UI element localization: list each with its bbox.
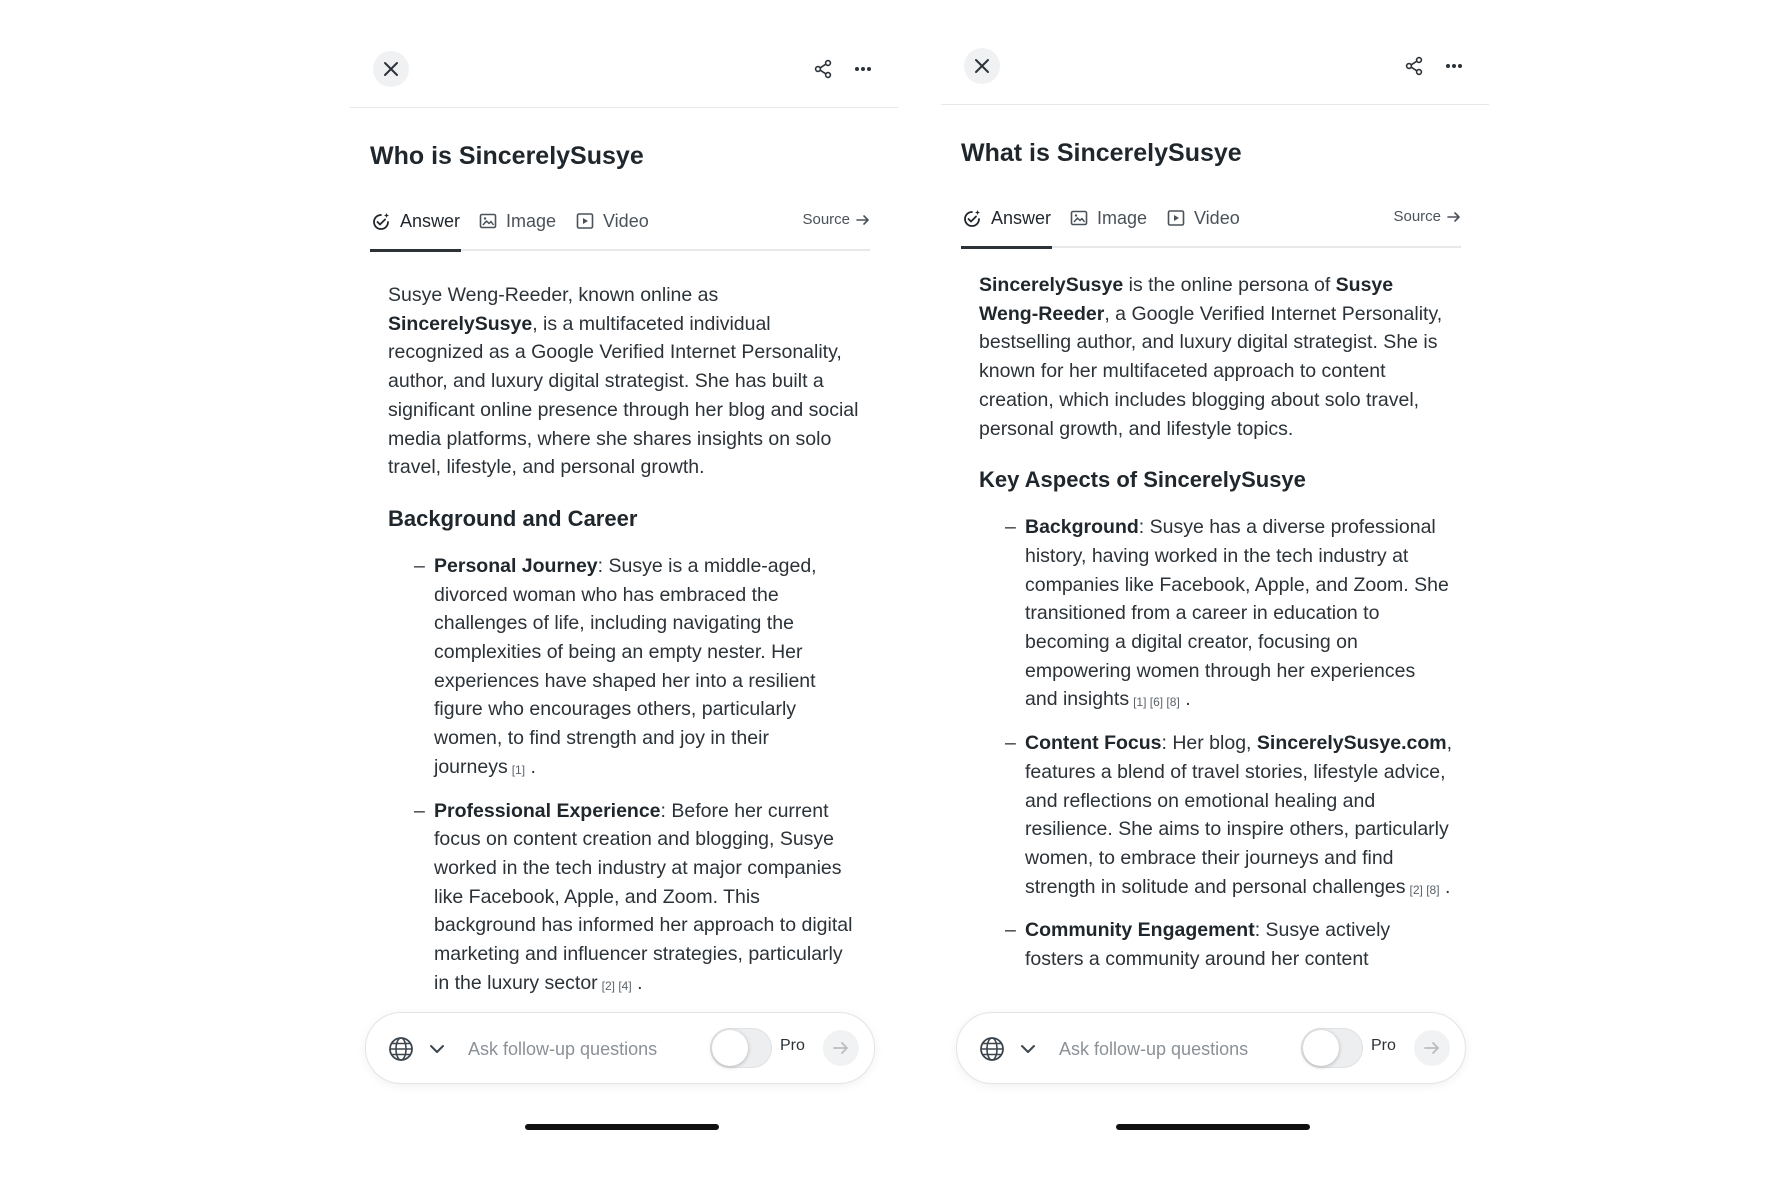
bullet-text: : Before her current focus on content creation and blogging, Susye worked in the tech industry at major companies like Facebook, Apple, and Zoom. This background has informed her approach to digital marketing and influencer strategies, particularly in the luxury sector bbox=[434, 799, 853, 994]
page-title: Who is SincerelySusye bbox=[370, 142, 644, 170]
close-button[interactable] bbox=[964, 48, 1000, 84]
arrow-right-icon bbox=[1447, 211, 1461, 223]
tab-image-label: Image bbox=[1097, 208, 1148, 228]
bullet-text: : Susye actively fosters a community around her content bbox=[1025, 919, 1391, 971]
toggle-knob bbox=[712, 1030, 748, 1066]
video-icon bbox=[575, 211, 595, 231]
tab-answer[interactable] bbox=[370, 205, 461, 252]
send-button[interactable] bbox=[1414, 1030, 1450, 1066]
bullet-text: : Her blog, bbox=[1161, 732, 1257, 755]
list-item: – Personal Journey: Susye is a middle-aged, divorced woman who has embraced the challenges of life, including navigating the complexities of being an empty nester. Her experiences have shaped her into a resilient figure who encourages others, particularly women, to find strength and joy in their journeys [1] . bbox=[414, 554, 817, 778]
follow-up-input[interactable] bbox=[468, 1034, 688, 1064]
section-heading: Key Aspects of SincerelySusye bbox=[979, 467, 1306, 493]
top-bar bbox=[941, 35, 1489, 105]
pro-toggle[interactable] bbox=[1301, 1028, 1363, 1068]
source-link[interactable] bbox=[1393, 208, 1461, 225]
chevron-down-icon bbox=[429, 1044, 445, 1054]
intro-text: is the online persona of bbox=[1123, 274, 1336, 296]
share-button[interactable] bbox=[1399, 51, 1429, 81]
globe-icon bbox=[979, 1036, 1005, 1062]
tab-answer-label: Answer bbox=[400, 211, 461, 231]
tab-video-label: Video bbox=[1194, 208, 1240, 228]
list-item: – Professional Experience: Before her current focus on content creation and blogging, Susye worked in the tech industry at major companies like Facebook, Apple, and Zoom. This background has informed her approach to digital marketing and influencer strategies, particularly in the luxury sector [2] [4] . bbox=[414, 799, 853, 994]
source-link[interactable] bbox=[802, 211, 870, 228]
share-button[interactable] bbox=[808, 54, 838, 84]
chevron-down-icon bbox=[1020, 1044, 1036, 1054]
source-link-label: Source bbox=[802, 211, 850, 228]
citation-link[interactable]: [2] [8] bbox=[1409, 882, 1440, 897]
more-options-button[interactable] bbox=[848, 54, 878, 84]
video-icon bbox=[1166, 208, 1186, 228]
close-icon bbox=[383, 61, 399, 77]
follow-up-bar bbox=[365, 1012, 875, 1084]
tab-answer[interactable] bbox=[961, 202, 1052, 249]
tab-video[interactable] bbox=[575, 205, 649, 251]
image-icon bbox=[1069, 208, 1089, 228]
follow-up-bar bbox=[956, 1012, 1466, 1084]
bullet-label: Personal Journey bbox=[434, 554, 598, 577]
arrow-right-icon bbox=[856, 214, 870, 226]
globe-icon bbox=[388, 1036, 414, 1062]
bullet-list bbox=[979, 513, 1453, 974]
answer-content bbox=[388, 281, 862, 1011]
home-indicator bbox=[525, 1124, 719, 1130]
answer-icon bbox=[370, 211, 392, 233]
send-button[interactable] bbox=[823, 1030, 859, 1066]
citation-link[interactable]: [2] [4] bbox=[601, 978, 632, 993]
tab-image[interactable] bbox=[1069, 202, 1147, 248]
bullet-end: . bbox=[525, 755, 536, 778]
bullet-list bbox=[388, 552, 862, 1001]
citation-link[interactable]: [1] bbox=[511, 762, 526, 777]
answer-intro bbox=[388, 281, 862, 482]
intro-bold-name: Susye Weng-Reeder bbox=[979, 274, 1394, 325]
scope-dropdown-button[interactable] bbox=[1017, 1038, 1039, 1060]
share-icon bbox=[813, 59, 833, 79]
tab-answer-label: Answer bbox=[991, 208, 1052, 228]
search-scope-button[interactable] bbox=[386, 1034, 416, 1064]
arrow-right-icon bbox=[1423, 1040, 1441, 1056]
intro-text: , a Google Verified Internet Personality, bestselling author, and luxury digital strategist. She is known for her multifaceted approach to content creation, which includes blogging about solo travel, personal growth, and lifestyle topics. bbox=[979, 302, 1443, 440]
pro-label: Pro bbox=[1371, 1037, 1396, 1054]
share-icon bbox=[1404, 56, 1424, 76]
section-heading: Background and Career bbox=[388, 505, 638, 531]
intro-bold-name: SincerelySusye bbox=[979, 274, 1124, 296]
close-button[interactable] bbox=[373, 51, 409, 87]
pro-label: Pro bbox=[780, 1037, 805, 1054]
search-scope-button[interactable] bbox=[977, 1034, 1007, 1064]
intro-text: , is a multifaceted individual recognized as a Google Verified Internet Personality, author, and luxury digital strategist. She has built a significant online presence through her blog and social media platforms, where she shares insights on solo travel, lifestyle, and personal growth. bbox=[388, 312, 859, 479]
answer-intro bbox=[979, 271, 1453, 443]
close-icon bbox=[974, 58, 990, 74]
image-icon bbox=[478, 211, 498, 231]
blog-name: SincerelySusye.com bbox=[1256, 732, 1447, 755]
list-item: – Content Focus: Her blog, SincerelySusye.com, features a blend of travel stories, lifestyle advice, and reflections on emotional healing and resilience. She aims to inspire others, particularly women, to embrace their journeys and find strength in solitude and personal challenges [2] [8] . bbox=[1005, 732, 1452, 898]
tab-video-label: Video bbox=[603, 211, 649, 231]
tab-image-label: Image bbox=[506, 211, 557, 231]
intro-bold-name: SincerelySusye bbox=[388, 312, 533, 335]
scope-dropdown-button[interactable] bbox=[426, 1038, 448, 1060]
arrow-right-icon bbox=[832, 1040, 850, 1056]
result-tabs bbox=[370, 205, 870, 251]
more-icon bbox=[854, 66, 872, 72]
bullet-label: Professional Experience bbox=[434, 799, 661, 822]
bullet-end: . bbox=[1439, 875, 1451, 898]
pro-toggle[interactable] bbox=[710, 1028, 772, 1068]
answer-panel-left bbox=[350, 0, 898, 1181]
bullet-label: Community Engagement bbox=[1025, 919, 1255, 942]
more-icon bbox=[1445, 63, 1463, 69]
page-title: What is SincerelySusye bbox=[961, 139, 1242, 167]
tab-image[interactable] bbox=[478, 205, 556, 251]
answer-content bbox=[979, 271, 1453, 1012]
result-tabs bbox=[961, 202, 1461, 248]
tab-video[interactable] bbox=[1166, 202, 1240, 248]
home-indicator bbox=[1116, 1124, 1310, 1130]
bullet-end: . bbox=[631, 971, 643, 994]
bullet-label: Content Focus bbox=[1025, 732, 1162, 755]
top-bar bbox=[350, 38, 898, 108]
bullet-text: : Susye is a middle-aged, divorced woman who has embraced the challenges of life, including navigating the complexities of being an empty nester. Her experiences have shaped her into a resilient figure who encourages others, particularly women, to find strength and joy in their journeys bbox=[434, 554, 817, 778]
bullet-text: , features a blend of travel stories, lifestyle advice, and reflections on emotional healing and resilience. She aims to inspire others, particularly women, to embrace their journeys and find strength in solitude and personal challenges bbox=[1025, 732, 1452, 898]
bullet-end: . bbox=[1179, 688, 1191, 711]
answer-icon bbox=[961, 208, 983, 230]
citation-link[interactable]: [1] [6] [8] bbox=[1133, 695, 1180, 710]
follow-up-input[interactable] bbox=[1059, 1034, 1279, 1064]
more-options-button[interactable] bbox=[1439, 51, 1469, 81]
intro-text: Susye Weng-Reeder, known online as bbox=[388, 284, 719, 306]
bullet-text: : Susye has a diverse professional history, having worked in the tech industry at companies like Facebook, Apple, and Zoom. She transitioned from a career in education to becoming a digital creator, focusing on empowering women through her experiences and insights bbox=[1025, 516, 1449, 711]
list-item: – Community Engagement: Susye actively fosters a community around her content bbox=[1005, 919, 1391, 971]
list-item: – Background: Susye has a diverse professional history, having worked in the tech industry at companies like Facebook, Apple, and Zoom. She transitioned from a career in education to becoming a digital creator, focusing on empowering women through her experiences and insights [1] [6] [8] . bbox=[1005, 516, 1449, 711]
toggle-knob bbox=[1303, 1030, 1339, 1066]
bullet-label: Background bbox=[1025, 516, 1139, 539]
source-link-label: Source bbox=[1393, 208, 1441, 225]
answer-panel-right bbox=[941, 0, 1489, 1181]
